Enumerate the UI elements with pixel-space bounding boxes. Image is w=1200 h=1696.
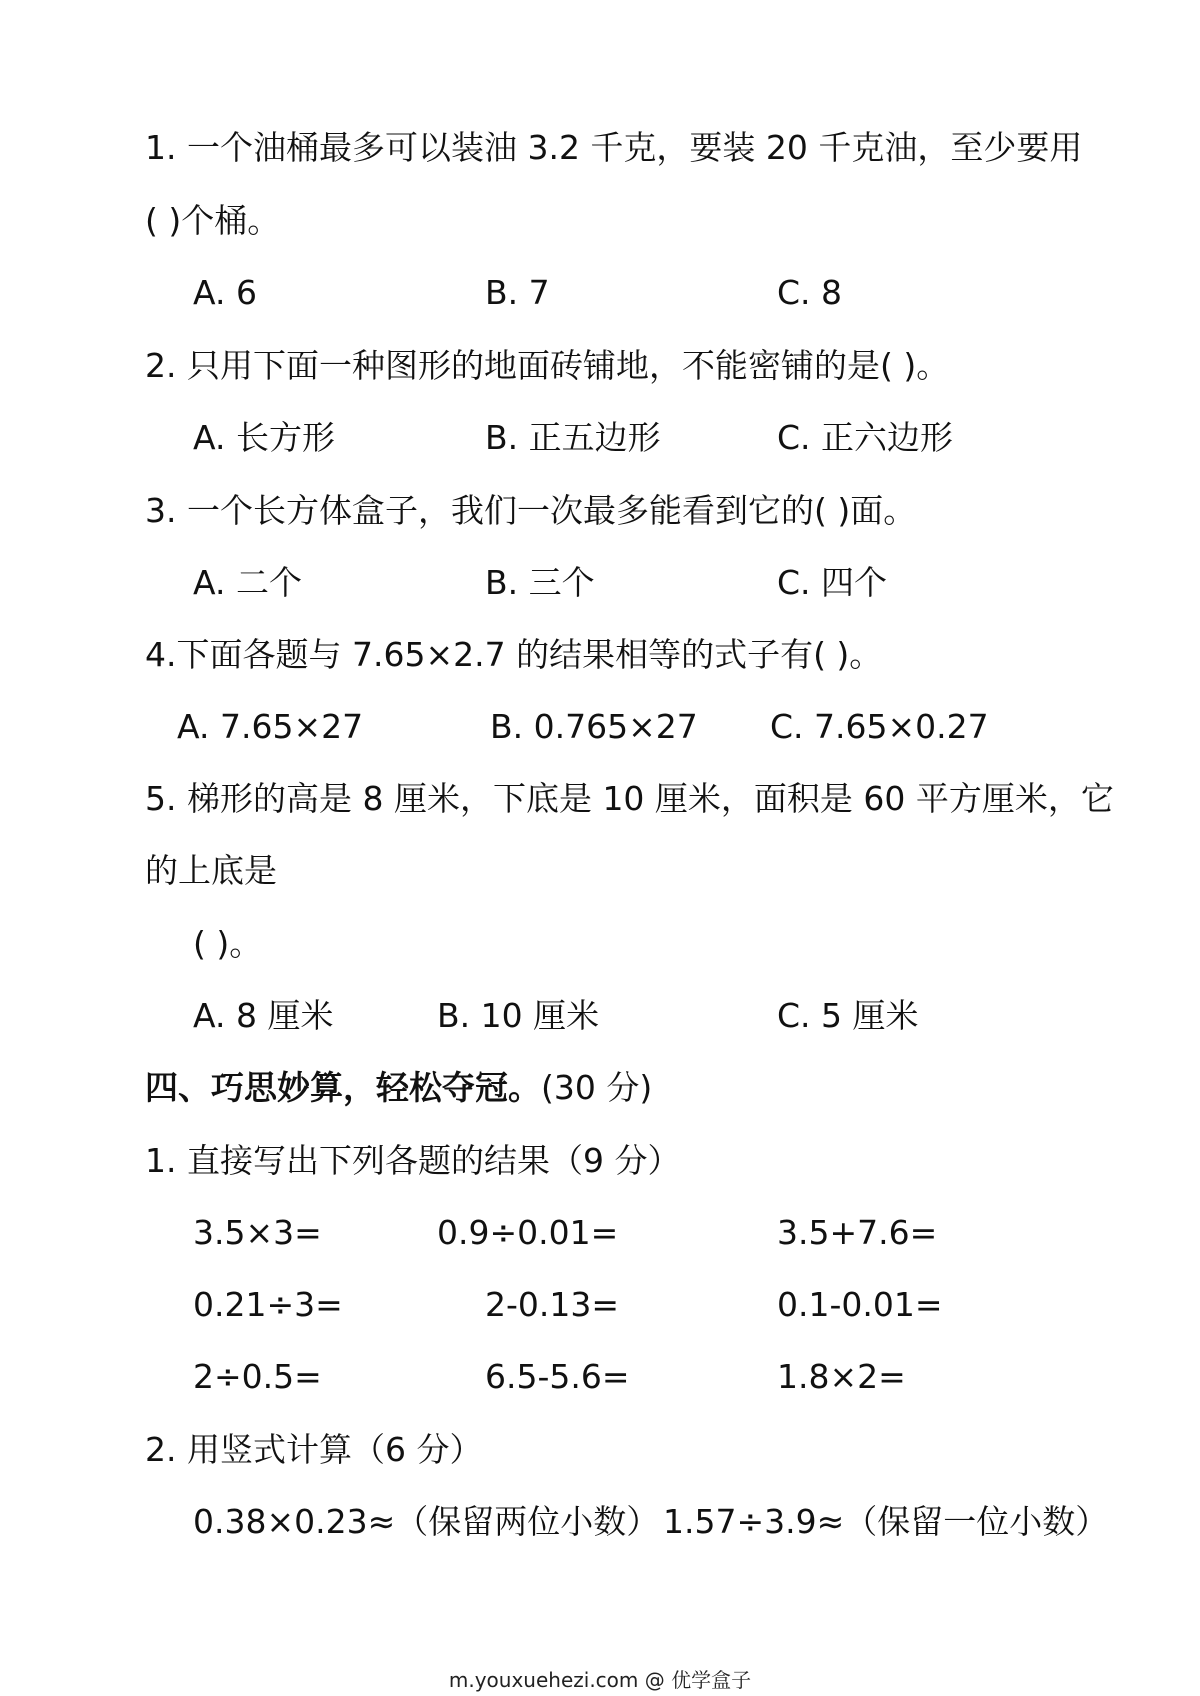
question-3-line-1: 3. 一个长方体盒子，我们一次最多能看到它的( )面。 xyxy=(145,491,917,530)
calc-item: 3.5+7.6= xyxy=(777,1213,938,1252)
calc-item: 2÷0.5= xyxy=(193,1357,322,1396)
section-4-heading xyxy=(145,1068,652,1108)
question-4-option-c: C. 7.65×0.27 xyxy=(770,707,989,746)
calc-item: 0.1-0.01= xyxy=(777,1285,943,1324)
question-3-option-a: A. 二个 xyxy=(193,563,302,602)
question-5-line-2: 的上底是 xyxy=(145,851,277,890)
calc-item: 3.5×3= xyxy=(193,1213,322,1252)
question-4-option-a: A. 7.65×27 xyxy=(177,707,364,746)
calc-item: 2-0.13= xyxy=(485,1285,620,1324)
calc-item: 6.5-5.6= xyxy=(485,1357,630,1396)
question-2-line-1: 2. 只用下面一种图形的地面砖铺地，不能密铺的是( )。 xyxy=(145,346,950,385)
question-1-line-1: 1. 一个油桶最多可以装油 3.2 千克，要装 20 千克油，至少要用 xyxy=(145,128,1083,167)
question-4-option-b: B. 0.765×27 xyxy=(490,707,698,746)
section-4-title: 四、巧思妙算，轻松夺冠。 xyxy=(145,1068,541,1107)
question-4-line-1: 4.下面各题与 7.65×2.7 的结果相等的式子有( )。 xyxy=(145,635,883,674)
question-5-line-3: ( )。 xyxy=(193,924,263,963)
question-3-option-c: C. 四个 xyxy=(777,563,888,602)
question-5-option-a: A. 8 厘米 xyxy=(193,996,334,1035)
calc-item: 0.21÷3= xyxy=(193,1285,343,1324)
footer-watermark: m.youxuehezi.com @ 优学盒子 xyxy=(448,1668,752,1692)
question-1-option-c: C. 8 xyxy=(777,273,843,312)
question-1-option-a: A. 6 xyxy=(193,273,257,312)
section-4-question-1-title: 1. 直接写出下列各题的结果（9 分） xyxy=(145,1141,681,1180)
vertical-calc-item: 0.38×0.23≈（保留两位小数） xyxy=(193,1502,660,1541)
question-5-option-c: C. 5 厘米 xyxy=(777,996,919,1035)
question-3-option-b: B. 三个 xyxy=(485,563,595,602)
question-2-option-a: A. 长方形 xyxy=(193,418,335,457)
question-2-option-c: C. 正六边形 xyxy=(777,418,954,457)
calc-item: 0.9÷0.01= xyxy=(437,1213,619,1252)
question-1-line-2: ( )个桶。 xyxy=(145,201,281,240)
calc-item: 1.8×2= xyxy=(777,1357,906,1396)
section-4-question-2-title: 2. 用竖式计算（6 分） xyxy=(145,1430,483,1469)
question-5-line-1: 5. 梯形的高是 8 厘米，下底是 10 厘米，面积是 60 平方厘米，它 xyxy=(145,779,1114,818)
question-2-option-b: B. 正五边形 xyxy=(485,418,661,457)
vertical-calc-item: 1.57÷3.9≈（保留一位小数） xyxy=(663,1502,1109,1541)
question-1-option-b: B. 7 xyxy=(485,273,550,312)
question-5-option-b: B. 10 厘米 xyxy=(437,996,600,1035)
section-4-score: (30 分) xyxy=(541,1068,653,1107)
